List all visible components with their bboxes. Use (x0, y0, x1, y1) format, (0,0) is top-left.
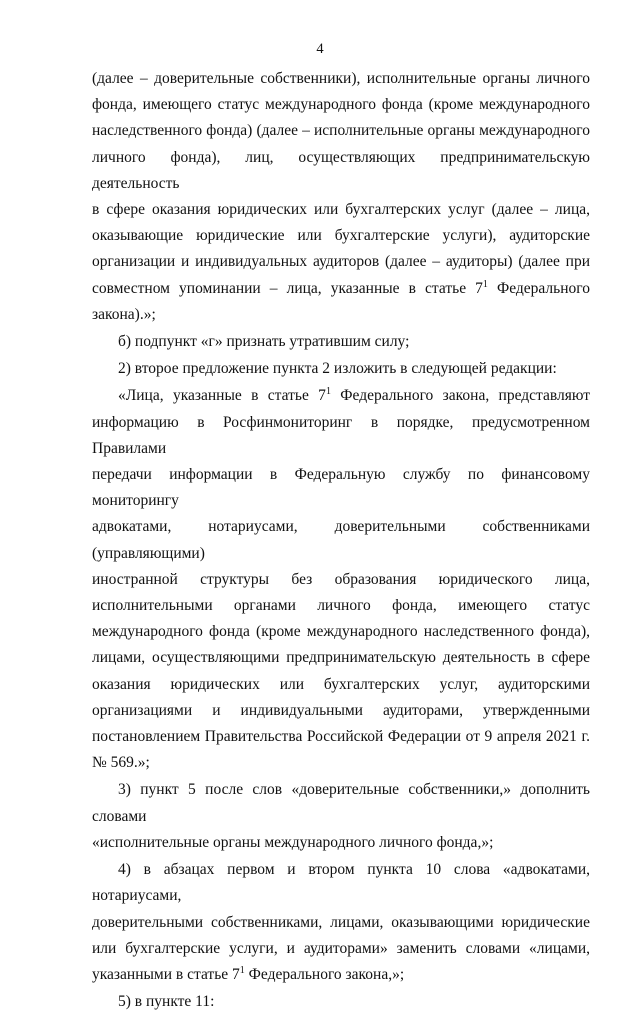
text-line: (далее – доверительные собственники), исполнительные органы личного (92, 70, 590, 87)
text-line: постановлением Правительства Российской Федерации от 9 апреля 2021 г. (92, 728, 590, 746)
text-line: оказывающие юридические или бухгалтерские услуги), аудиторские (92, 227, 590, 245)
page-number: 4 (316, 41, 324, 57)
text-line: 3) пункт 5 после слов «доверительные собственники,» дополнить словами (92, 781, 590, 825)
superscript: 1 (482, 278, 488, 290)
paragraph-continuation (92, 66, 590, 328)
paragraph-quote (92, 383, 590, 776)
text-line: «исполнительные органы международного личного фонда,»; (92, 833, 494, 851)
text-line: организации и индивидуальных аудиторов (далее – аудиторы) (далее при (92, 253, 590, 271)
text-line: информацию в Росфинмониторинг в порядке, предусмотренном Правилами (92, 413, 590, 457)
text-segment: указанными в статье 7 (92, 965, 240, 983)
text-line: организациями и индивидуальными аудиторами, утвержденными (92, 701, 590, 719)
text-line: оказания юридических или бухгалтерских услуг, аудиторскими (92, 675, 590, 693)
text-segment: «Лица, указанные в статье 7 (118, 387, 326, 405)
text-line (92, 276, 590, 328)
text-line: фонда, имеющего статус международного фонда (кроме международного (92, 96, 590, 114)
text-line: исполнительными органами личного фонда, имеющего статус (92, 597, 590, 615)
paragraph-item-5: 5) в пункте 11: (118, 993, 215, 1011)
paragraph-subitem-b: б) подпункт «г» признать утратившим силу; (118, 333, 410, 351)
paragraph-item-3 (92, 777, 590, 856)
text-line: наследственного фонда) (далее – исполнительные органы международного (92, 122, 590, 140)
paragraph-item-2: 2) второе предложение пункта 2 изложить в следующей редакции: (118, 360, 557, 378)
text-line: адвокатами, нотариусами, доверительными собственниками (управляющими) (92, 518, 590, 562)
text-line (92, 383, 590, 409)
text-segment: совместном упоминании – лица, указанные в статье 7 (92, 279, 483, 297)
text-segment: Федерального закона).»; (92, 279, 590, 323)
document-body (92, 66, 590, 1015)
text-line: № 569.»; (92, 754, 150, 772)
text-line: в сфере оказания юридических или бухгалтерских услуг (далее – лица, (92, 201, 590, 219)
paragraph-item-4 (92, 857, 590, 988)
text-line: или бухгалтерские услуги, и аудиторами» заменить словами «лицами, (92, 939, 590, 957)
text-line: международного фонда (кроме международного наследственного фонда), (92, 623, 590, 641)
text-segment: Федерального закона,»; (244, 965, 405, 983)
text-line: передачи информации в Федеральную службу по финансовому мониторингу (92, 466, 590, 510)
text-line: иностранной структуры без образования юридического лица, (92, 570, 590, 588)
superscript: 1 (325, 386, 331, 398)
text-line: личного фонда), лиц, осуществляющих предпринимательскую деятельность (92, 148, 590, 192)
text-segment: Федерального закона, представляют (330, 387, 591, 405)
superscript: 1 (239, 964, 245, 976)
text-line (92, 962, 590, 988)
text-line: лицами, осуществляющими предпринимательскую деятельность в сфере (92, 649, 590, 667)
text-line: доверительными собственниками, лицами, оказывающими юридические (92, 913, 590, 931)
text-line: 4) в абзацах первом и втором пункта 10 слова «адвокатами, нотариусами, (92, 861, 590, 905)
